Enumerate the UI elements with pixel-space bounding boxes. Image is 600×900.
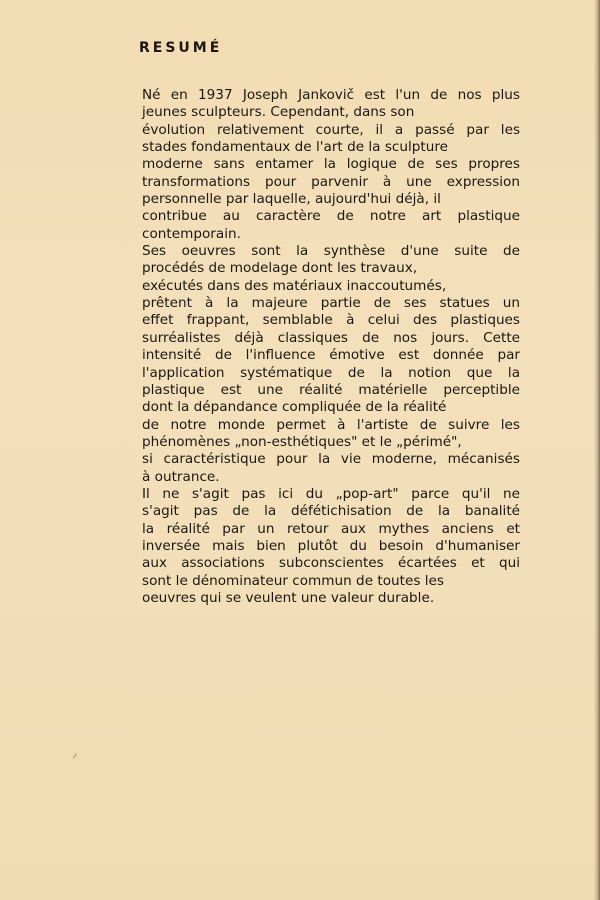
text-line: Il ne s'agit pas ici du „pop-art" parce qu'il ne — [142, 485, 520, 502]
pencil-mark — [73, 753, 81, 761]
text-line: effet frappant, semblable à celui des plastiques — [142, 312, 521, 329]
body-text — [142, 87, 520, 607]
text-line: Né en 1937 Joseph Jankovič est l'un de nos plus — [142, 87, 520, 103]
text-line: si caractéristique pour la vie moderne, mécanisés — [142, 451, 520, 468]
text-line: oeuvres qui se veulent une valeur durable. — [142, 589, 435, 606]
text-line: aux associations subconscientes écartées et qui — [142, 555, 520, 572]
text-line: moderne sans entamer la logique de ses propres — [142, 156, 520, 173]
text-line: personnelle par laquelle, aujourd'hui déjà, il — [142, 191, 441, 208]
text-line: transformations pour parvenir à une expression — [142, 173, 520, 190]
text-line: Ses oeuvres sont la synthèse d'une suite de — [142, 243, 521, 260]
text-line: évolution relativement courte, il a passé par les — [142, 121, 521, 138]
text-line: surréalistes déjà classiques de nos jours. Cette — [142, 329, 521, 346]
text-line: phénomènes „non-esthétiques" et le „périmé", — [142, 433, 462, 450]
text-line: jeunes sculpteurs. Cependant, dans son — [142, 104, 415, 121]
text-line: dont la dépandance compliquée de la réalité — [142, 399, 447, 416]
text-line: contribue au caractère de notre art plastique — [142, 208, 520, 225]
text-line: la réalité par un retour aux mythes anciens et — [142, 520, 521, 537]
text-line: sont le dénominateur commun de toutes les — [142, 572, 444, 589]
text-line: l'application systématique de la notion que la — [142, 364, 521, 381]
text-line: prêtent à la majeure partie de ses statues un — [142, 295, 520, 312]
text-line: contemporain. — [142, 225, 241, 242]
page-title: RESUMÉ — [139, 40, 223, 56]
text-line: plastique est une réalité matérielle perceptible — [142, 381, 520, 398]
text-line: intensité de l'influence émotive est donnée par — [142, 347, 521, 364]
text-line: stades fondamentaux de l'art de la sculpture — [142, 139, 448, 156]
text-line: à outrance. — [142, 468, 220, 485]
page-edge-shadow — [594, 0, 600, 900]
text-line: s'agit pas de la défétichisation de la banalité — [142, 503, 521, 520]
text-line: procédés de modelage dont les travaux, — [142, 260, 418, 277]
text-line: de notre monde permet à l'artiste de suivre les — [142, 416, 520, 433]
text-line: inversée mais bien plutôt du besoin d'humaniser — [142, 537, 520, 554]
text-line: exécutés dans des matériaux inaccoutumés, — [142, 277, 447, 294]
